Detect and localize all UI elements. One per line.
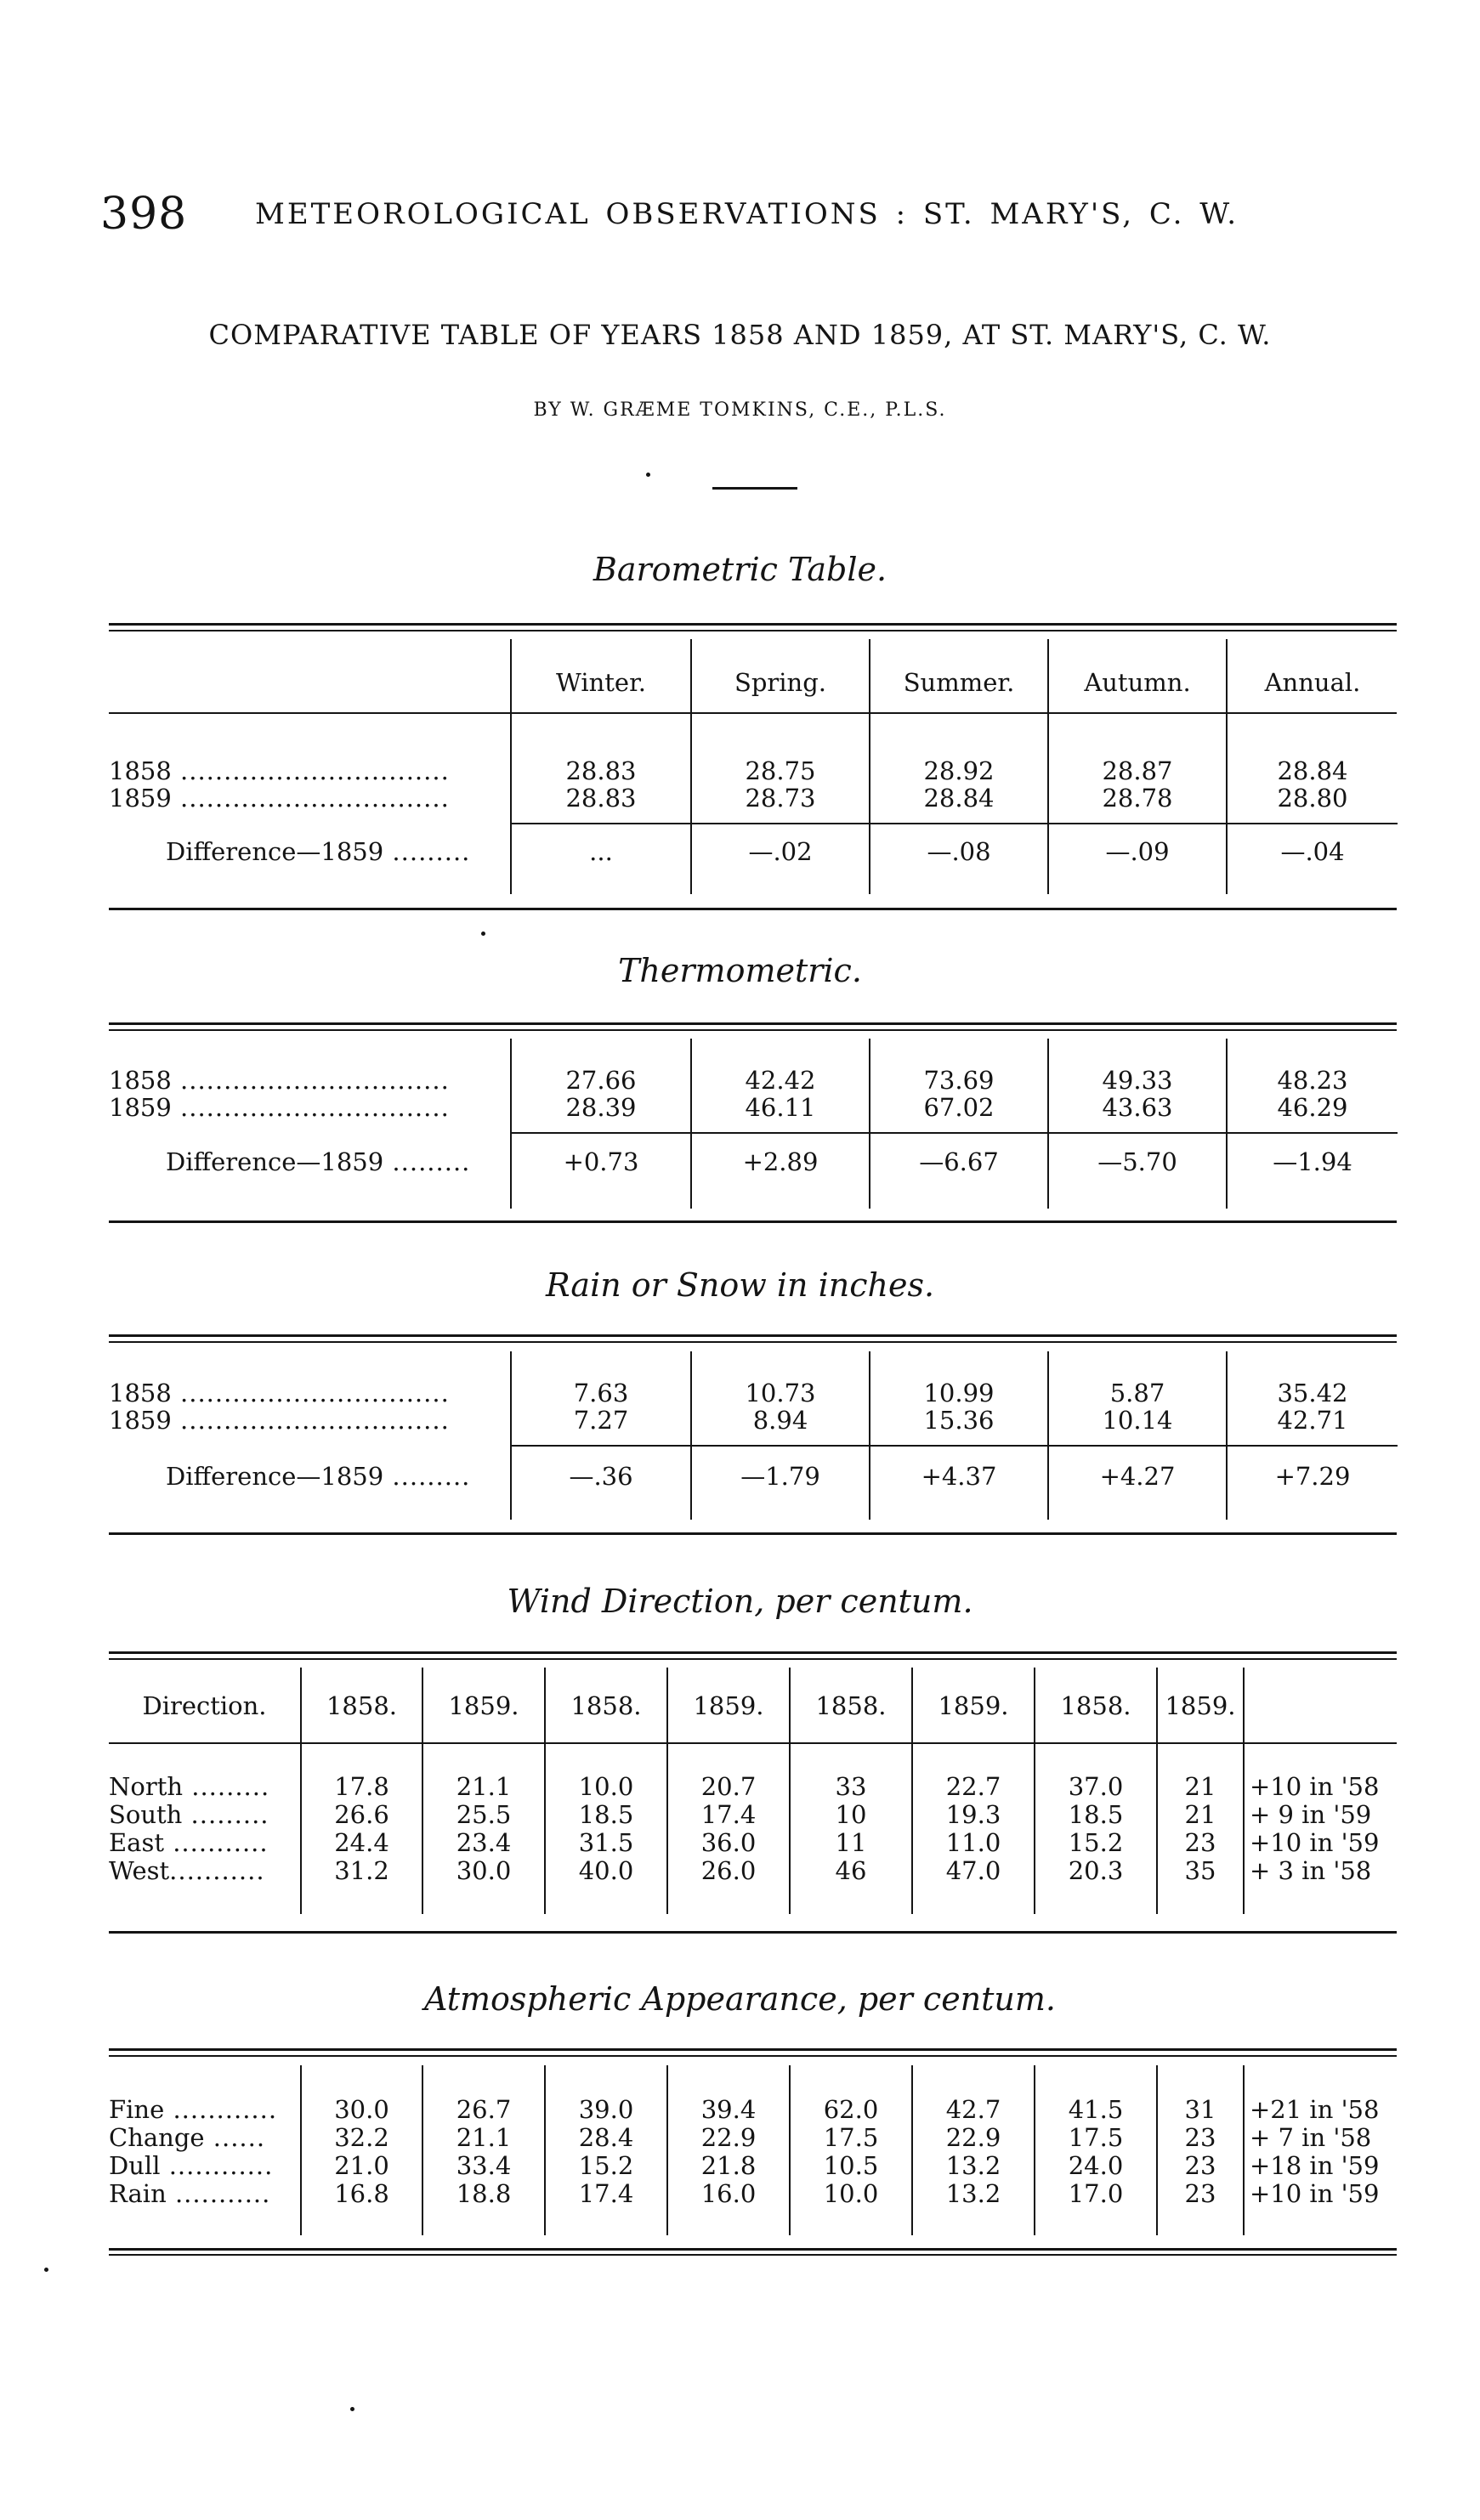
table-cell: +2.89	[742, 1147, 819, 1176]
table-cell: +18 in '59	[1250, 2151, 1380, 2180]
table-cell: 8.94	[752, 1406, 808, 1435]
table-cell: +10 in '58	[1250, 1772, 1380, 1801]
table-cell: —.36	[569, 1462, 633, 1491]
column-divider	[1226, 1039, 1228, 1209]
table-cell: ...	[589, 837, 613, 866]
column-header: 1858.	[1060, 1691, 1131, 1720]
column-header: Spring.	[734, 668, 827, 697]
sum-rule	[692, 1132, 869, 1134]
table-cell: 31	[1184, 2095, 1216, 2124]
row-label-north: North .........	[109, 1772, 270, 1801]
table-cell: 17.4	[700, 1800, 757, 1829]
table-cell: 23	[1184, 1828, 1216, 1857]
sum-rule	[1049, 1132, 1226, 1134]
table-cell: 5.87	[1109, 1379, 1165, 1407]
column-header: 1859.	[1165, 1691, 1236, 1720]
table-cell: +21 in '58	[1250, 2095, 1380, 2124]
table-rule	[109, 2254, 1397, 2256]
table-cell: —6.67	[919, 1147, 999, 1176]
sum-rule	[692, 1445, 869, 1447]
table-rule	[109, 1341, 1397, 1343]
table-cell: 20.3	[1068, 1856, 1124, 1885]
row-label-1858: 1858 ...............................	[109, 1379, 450, 1407]
sum-rule	[870, 1132, 1047, 1134]
table-cell: 24.4	[334, 1828, 389, 1857]
table-cell: +0.73	[563, 1147, 639, 1176]
table-rule	[109, 2048, 1397, 2051]
document-title: COMPARATIVE TABLE OF YEARS 1858 AND 1859, AT ST. MARY'S, C. W.	[208, 319, 1272, 351]
sum-rule	[512, 1132, 690, 1134]
table-cell: 18.5	[578, 1800, 634, 1829]
table-cell: 17.5	[823, 2123, 879, 2152]
table-cell: 21	[1184, 1772, 1216, 1801]
row-label-1859: 1859 ...............................	[109, 1406, 450, 1435]
table-cell: 48.23	[1277, 1066, 1348, 1095]
table-rule	[109, 1742, 1397, 1744]
row-label-fine: Fine ............	[109, 2095, 278, 2124]
table-cell: 22.9	[945, 2123, 1001, 2152]
column-divider	[1047, 1351, 1049, 1520]
table-rule	[109, 630, 1397, 631]
table-cell: 46.29	[1277, 1093, 1348, 1122]
row-label-south: South .........	[109, 1800, 269, 1829]
table-cell: 24.0	[1068, 2151, 1124, 2180]
table-cell: 17.5	[1068, 2123, 1124, 2152]
table-cell: 28.39	[565, 1093, 637, 1122]
table-rule	[109, 2248, 1397, 2251]
sum-rule	[1228, 823, 1398, 824]
table-cell: 11.0	[945, 1828, 1001, 1857]
table-cell: 25.5	[456, 1800, 512, 1829]
table-cell: + 7 in '58	[1250, 2123, 1372, 2152]
table-cell: 10	[835, 1800, 867, 1829]
column-header: Annual.	[1264, 668, 1361, 697]
table-cell: 28.87	[1102, 756, 1173, 785]
table-cell: 49.33	[1102, 1066, 1173, 1095]
column-divider	[1243, 2065, 1245, 2235]
table-cell: 10.99	[923, 1379, 995, 1407]
table-cell: 30.0	[456, 1856, 512, 1885]
table-rule	[109, 623, 1397, 626]
column-divider	[1243, 1668, 1245, 1914]
table-cell: + 3 in '58	[1250, 1856, 1372, 1885]
table-cell: 28.4	[578, 2123, 634, 2152]
sum-rule	[1049, 1445, 1226, 1447]
table-cell: —.04	[1280, 837, 1345, 866]
table-rule	[109, 1532, 1397, 1535]
page-number: 398	[100, 189, 188, 240]
table-cell: 21.1	[456, 1772, 512, 1801]
table-cell: 19.3	[945, 1800, 1001, 1829]
sum-rule	[1049, 823, 1226, 824]
table-cell: 18.5	[1068, 1800, 1124, 1829]
table-cell: 32.2	[334, 2123, 389, 2152]
table-cell: 10.0	[823, 2179, 879, 2208]
print-speck	[646, 473, 650, 477]
column-header: 1858.	[326, 1691, 398, 1720]
column-header: 1858.	[815, 1691, 887, 1720]
table-rule	[109, 908, 1397, 910]
sum-rule	[870, 1445, 1047, 1447]
table-cell: 23	[1184, 2123, 1216, 2152]
table-rule	[109, 712, 1397, 714]
table-cell: 11	[835, 1828, 867, 1857]
table-cell: 17.0	[1068, 2179, 1124, 2208]
row-label-difference: Difference—1859 .........	[166, 1147, 471, 1176]
table-cell: 23	[1184, 2179, 1216, 2208]
print-speck	[44, 2268, 48, 2272]
table-cell: 10.14	[1102, 1406, 1173, 1435]
table-cell: 28.75	[745, 756, 816, 785]
table-cell: 31.5	[578, 1828, 634, 1857]
column-header: Autumn.	[1084, 668, 1191, 697]
table-cell: 16.0	[700, 2179, 757, 2208]
table-cell: 42.71	[1277, 1406, 1348, 1435]
table-cell: 20.7	[700, 1772, 757, 1801]
table-cell: 21	[1184, 1800, 1216, 1829]
table-cell: 28.83	[565, 756, 637, 785]
table-rule	[109, 1029, 1397, 1031]
table-cell: 7.27	[573, 1406, 629, 1435]
column-divider	[510, 1351, 512, 1520]
row-label-difference: Difference—1859 .........	[166, 1462, 471, 1491]
table-cell: 28.84	[1277, 756, 1348, 785]
table-cell: —.02	[748, 837, 813, 866]
sum-rule	[1228, 1132, 1398, 1134]
table-cell: 28.78	[1102, 784, 1173, 813]
table-cell: 18.8	[456, 2179, 512, 2208]
table-cell: 35	[1184, 1856, 1216, 1885]
table-cell: —1.79	[740, 1462, 820, 1491]
table-cell: 35.42	[1277, 1379, 1348, 1407]
thermometric-title: Thermometric.	[618, 952, 862, 989]
row-label-west: West...........	[109, 1856, 265, 1885]
column-divider	[690, 1039, 692, 1209]
column-header: 1858.	[570, 1691, 642, 1720]
column-header: Winter.	[556, 668, 646, 697]
table-rule	[109, 1658, 1397, 1660]
table-cell: 33.4	[456, 2151, 512, 2180]
print-speck	[481, 932, 485, 936]
table-cell: 23.4	[456, 1828, 512, 1857]
rain-title: Rain or Snow in inches.	[545, 1266, 935, 1304]
table-cell: 37.0	[1068, 1772, 1124, 1801]
atmospheric-title: Atmospheric Appearance, per centum.	[423, 1980, 1057, 2018]
barometric-title: Barometric Table.	[593, 551, 887, 588]
sum-rule	[512, 823, 690, 824]
print-speck	[350, 2407, 354, 2411]
table-cell: +10 in '59	[1250, 2179, 1380, 2208]
table-cell: 26.0	[700, 1856, 757, 1885]
table-cell: 28.83	[565, 784, 637, 813]
table-cell: 31.2	[334, 1856, 389, 1885]
table-cell: 28.92	[923, 756, 995, 785]
table-cell: 41.5	[1068, 2095, 1124, 2124]
row-label-difference: Difference—1859 .........	[166, 837, 471, 866]
row-label-east: East ...........	[109, 1828, 269, 1857]
row-label-1858: 1858 ...............................	[109, 756, 450, 785]
table-cell: 27.66	[565, 1066, 637, 1095]
table-cell: 17.8	[334, 1772, 389, 1801]
table-cell: 10.5	[823, 2151, 879, 2180]
table-cell: 46.11	[745, 1093, 816, 1122]
sum-rule	[692, 823, 869, 824]
table-cell: 13.2	[945, 2151, 1001, 2180]
table-cell: 23	[1184, 2151, 1216, 2180]
table-cell: 22.7	[945, 1772, 1001, 1801]
row-label-change: Change ......	[109, 2123, 266, 2152]
column-header: 1859.	[693, 1691, 764, 1720]
table-cell: 73.69	[923, 1066, 995, 1095]
table-cell: 36.0	[700, 1828, 757, 1857]
table-cell: 13.2	[945, 2179, 1001, 2208]
table-cell: 16.8	[334, 2179, 389, 2208]
column-divider	[510, 1039, 512, 1209]
row-label-dull: Dull ............	[109, 2151, 274, 2180]
table-cell: 26.7	[456, 2095, 512, 2124]
sum-rule	[512, 1445, 690, 1447]
table-cell: 30.0	[334, 2095, 389, 2124]
table-cell: 21.0	[334, 2151, 389, 2180]
table-rule	[109, 1334, 1397, 1337]
column-divider	[1047, 1039, 1049, 1209]
sum-rule	[870, 823, 1047, 824]
table-rule	[109, 2055, 1397, 2057]
row-label-1858: 1858 ...............................	[109, 1066, 450, 1095]
table-cell: 62.0	[823, 2095, 879, 2124]
column-header: 1859.	[448, 1691, 519, 1720]
table-cell: 33	[835, 1772, 867, 1801]
column-divider	[1226, 1351, 1228, 1520]
table-cell: 26.6	[334, 1800, 389, 1829]
table-rule	[109, 1651, 1397, 1654]
table-cell: 40.0	[578, 1856, 634, 1885]
table-cell: —.09	[1105, 837, 1170, 866]
table-rule	[109, 1931, 1397, 1934]
title-divider	[712, 487, 797, 490]
table-cell: —.08	[927, 837, 991, 866]
table-cell: +4.27	[1099, 1462, 1176, 1491]
table-cell: 42.42	[745, 1066, 816, 1095]
column-header: 1859.	[938, 1691, 1009, 1720]
column-header: Summer.	[903, 668, 1015, 697]
column-header: Direction.	[142, 1691, 267, 1720]
table-cell: 15.36	[923, 1406, 995, 1435]
table-cell: 21.8	[700, 2151, 757, 2180]
column-divider	[869, 1351, 870, 1520]
table-cell: 15.2	[578, 2151, 634, 2180]
table-cell: +10 in '59	[1250, 1828, 1380, 1857]
table-cell: 39.4	[700, 2095, 757, 2124]
table-cell: 17.4	[578, 2179, 634, 2208]
table-cell: 21.1	[456, 2123, 512, 2152]
table-cell: 43.63	[1102, 1093, 1173, 1122]
table-cell: 7.63	[573, 1379, 629, 1407]
sum-rule	[1228, 1445, 1398, 1447]
table-cell: 10.73	[745, 1379, 816, 1407]
table-cell: +4.37	[921, 1462, 997, 1491]
table-cell: 28.73	[745, 784, 816, 813]
table-cell: 28.80	[1277, 784, 1348, 813]
row-label-rain: Rain ...........	[109, 2179, 271, 2208]
table-cell: 22.9	[700, 2123, 757, 2152]
table-rule	[109, 1022, 1397, 1025]
table-cell: + 9 in '59	[1250, 1800, 1372, 1829]
table-cell: 42.7	[945, 2095, 1001, 2124]
table-cell: —5.70	[1097, 1147, 1177, 1176]
table-cell: 15.2	[1068, 1828, 1124, 1857]
row-label-1859: 1859 ...............................	[109, 1093, 450, 1122]
row-label-1859: 1859 ...............................	[109, 784, 450, 813]
table-cell: 28.84	[923, 784, 995, 813]
running-title: METEOROLOGICAL OBSERVATIONS : ST. MARY'S, C. W.	[255, 197, 1239, 231]
table-cell: 67.02	[923, 1093, 995, 1122]
table-cell: 10.0	[578, 1772, 634, 1801]
table-cell: 47.0	[945, 1856, 1001, 1885]
table-cell: 39.0	[578, 2095, 634, 2124]
table-cell: +7.29	[1274, 1462, 1351, 1491]
table-rule	[109, 1220, 1397, 1223]
table-cell: 46	[835, 1856, 867, 1885]
column-divider	[869, 1039, 870, 1209]
column-divider	[690, 1351, 692, 1520]
wind-title: Wind Direction, per centum.	[507, 1583, 973, 1620]
table-cell: —1.94	[1273, 1147, 1352, 1176]
author-byline: BY W. GRÆME TOMKINS, C.E., P.L.S.	[533, 399, 947, 421]
